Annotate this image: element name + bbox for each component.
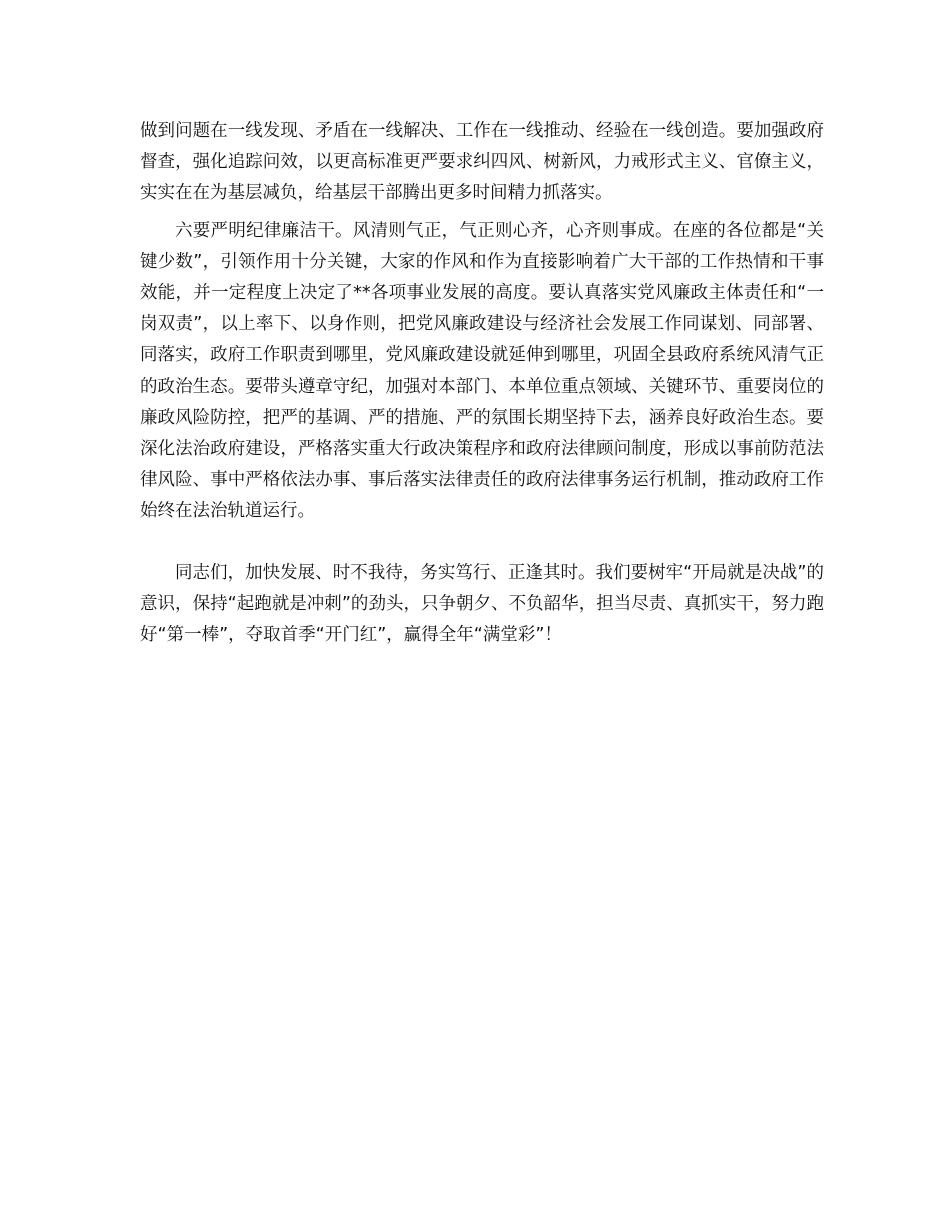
document-page (140, 116, 824, 651)
paragraph-discipline: 六要严明纪律廉洁干。风清则气正，气正则心齐，心齐则事成。在座的各位都是“关键少数”，引领作用十分关键，大家的作风和作为直接影响着广大干部的工作热情和干事效能，并一定程度上决定了**各项事业发展的高度。要认真落实党风廉政主体责任和“一岗双责”，以上率下、以身作则，把党风廉政建设与经济社会发展工作同谋划、同部署、同落实，政府工作职责到哪里，党风廉政建设就延伸到哪里，巩固全县政府系统风清气正的政治生态。要带头遵章守纪，加强对本部门、本单位重点领域、关键环节、重要岗位的廉政风险防控，把严的基调、严的措施、严的氛围长期坚持下去，涵养良好政治生态。要深化法治政府建设，严格落实重大行政决策程序和政府法律顾问制度，形成以事前防范法律风险、事中严格依法办事、事后落实法律责任的政府法律事务运行机制，推动政府工作始终在法治轨道运行。 (140, 220, 824, 522)
paragraph-continuation: 做到问题在一线发现、矛盾在一线解决、工作在一线推动、经验在一线创造。要加强政府督查，强化追踪问效，以更高标准更严要求纠四风、树新风，力戒形式主义、官僚主义，实实在在为基层减负，给基层干部腾出更多时间精力抓落实。 (140, 121, 824, 204)
paragraph-closing: 同志们，加快发展、时不我待，务实笃行、正逢其时。我们要树牢“开局就是决战”的意识，保持“起跑就是冲刺”的劲头，只争朝夕、不负韶华，担当尽责、真抓实干，努力跑好“第一棒”，夺取首季“开门红”，赢得全年“满堂彩”！ (140, 562, 824, 646)
